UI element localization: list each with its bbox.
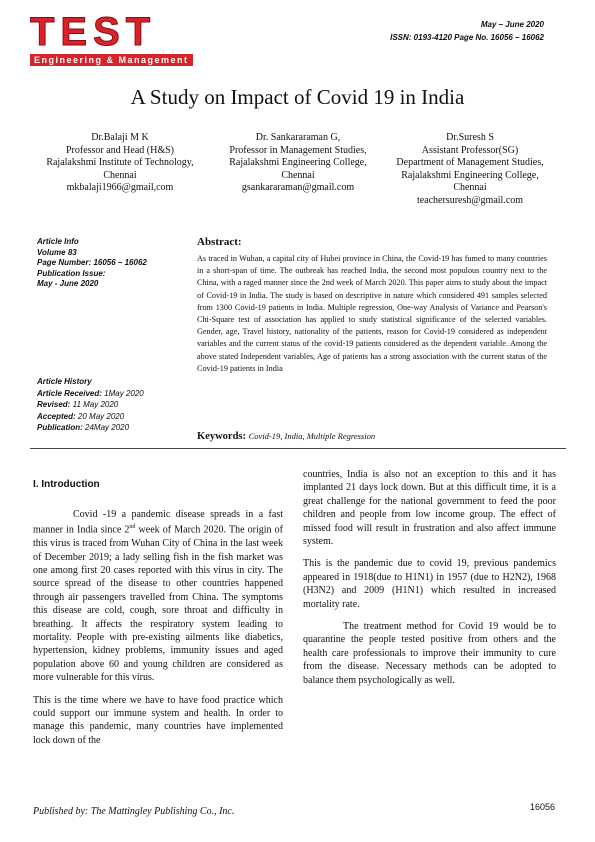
intro-paragraph-1 [33,508,283,685]
publisher-footer: Published by: The Mattingley Publishing Co., Inc. [33,806,235,817]
publication-date: 24May 2020 [85,423,130,432]
keywords [197,431,375,442]
volume: Volume 83 [37,247,77,257]
page-number-footer: 16056 [530,802,556,812]
abstract-heading: Abstract: [197,236,242,248]
logo-word: TEST [30,10,157,54]
intro-paragraph-4: This is the pandemic due to covid 19, previous pandemics appeared in 1918(due to H1N1) in 1957 (due to H2N2), 1968 (H3N2) and 2009 (H1N1) which resulted in increased mortality rate. [303,558,556,610]
intro-paragraph-2: This is the time where we have to have food practice which could support our immune system and health. In order to manage this pandemic, many countries have implemented lock down of the [33,694,283,746]
intro-paragraph-5: The treatment method for Covid 19 would be to quarantine the people tested positive from others and the health care professionals to improve their immunity to cure from the disease. Necessary methods can be adopted to balance them psychologically as well. [303,621,556,686]
author-line: Dr. Sankararaman G, [255,132,341,143]
paper-title: A Study on Impact of Covid 19 in India [130,85,465,109]
publication-issue-label: Publication Issue: [37,268,106,278]
author-block-1 [20,132,220,195]
author-line: Chennai [103,169,137,181]
ordinal-suffix: nd [129,524,136,531]
issue-date: May – June 2020 [480,20,544,29]
author-email: gsankararaman@gmail.com [241,182,355,193]
author-line: Rajalakshmi Institute of Technology, [46,157,194,168]
author-line: Dr.Suresh S [446,132,494,143]
author-line: Chennai [453,182,487,193]
publication-issue: May - June 2020 [37,279,99,288]
journal-header-info [390,18,544,44]
author-line: Assistant Professor(SG) [421,144,519,156]
section-divider [30,448,566,449]
publication-row [37,422,187,434]
right-column [303,468,556,696]
journal-logo [30,10,260,65]
issn-line: ISSN: 0193-4120 Page No. 16056 – 16062 [390,33,544,42]
intro-p1-text-a: Covid -19 a pandemic disease spreads in a fast manner in India since 2 [33,509,283,536]
revised-row [37,399,187,411]
accepted-date: 20 May 2020 [77,411,125,421]
page-number: Page Number: 16056 – 16062 [37,258,147,267]
intro-paragraph-3: countries, India is also not an exception to this and it has implanted 21 days lock down. But at this difficult time, it is a great challenge for the national government to feed the poor children and people from low income group. The effect of missed food will result in frustration and also affect immune system. [303,469,556,548]
author-line: Dr.Balaji M K [91,132,149,143]
author-line: Chennai [281,169,315,181]
article-info [37,237,187,290]
author-line: Rajalakshmi Engineering College, [401,169,539,181]
keywords-value: Covid-19, India, Multiple Regression [248,431,376,441]
received-date: 1May 2020 [104,388,144,398]
article-history [37,376,187,434]
revised-date: 11 May 2020 [72,400,119,409]
author-line: Department of Management Studies, [396,157,544,168]
author-email: mkbalaji1966@gmail,com [66,182,174,193]
intro-p1-text-b: week of March 2020. The origin of this virus is traced from Wuhan City of China in the last week of December 2019; a lady selling fish in the fish market was one among first 20 cases reported with this virus in city. The source spread of the disease to other countries happened through air passengers travelled from China. The symptoms this disease are cold, cough, sore throat and difficulty in breathing. It affects the respiratory system leading to mortality. People with pre-existing ailments like diabetics, hypertension, kidney problems, immunity issues and aged population above 60 and young children are considered as more vulnerable for this virus. [33,524,283,684]
author-line: Professor and Head (H&S) [65,144,175,156]
accepted-label: Accepted: [37,411,76,421]
article-info-heading: Article Info [37,237,79,246]
author-email: teachersuresh@gmail.com [416,194,524,206]
author-block-3 [370,132,570,207]
author-block-2 [198,132,398,195]
accepted-row [37,411,187,423]
left-column [33,508,283,756]
author-line: Professor in Management Studies, [229,144,367,156]
section-heading: I. Introduction [33,479,100,490]
received-label: Article Received: [37,388,102,398]
revised-label: Revised: [37,400,71,409]
article-history-heading: Article History [37,377,92,386]
publication-label: Publication: [37,423,83,432]
abstract-text: As traced in Wuhan, a capital city of Hubei province in China, the Covid-19 has fumed to many countries in a short-span of time. The outbreak has reached India, the second most populous country next to the China, with a raged manner since the 2nd week of March 2020. This paper aims to study about the impact of Covid-19 in India. The study is based on descriptive in nature which considered 491 samples selected from 1300 Covid-19 patients in India. Multiple regression, One-way Analysis of Variance and Pearson's Chi-Square test of association has applied to study statistical significance of the selected variables. Gender, age, Travel history, nationality of the patients, reason for Covid-19 considered as independent variables and the current status of the covid-19 patients considered as the dependent variable. Among the above stated Independent variables, Age of patients has a strong association with the current status of the Covid-19 patients in India [197,254,547,373]
received-row [37,388,187,400]
keywords-label: Keywords: [197,431,246,442]
logo-subtitle: Engineering & Management [30,54,193,66]
author-line: Rajalakshmi Engineering College, [229,157,367,168]
